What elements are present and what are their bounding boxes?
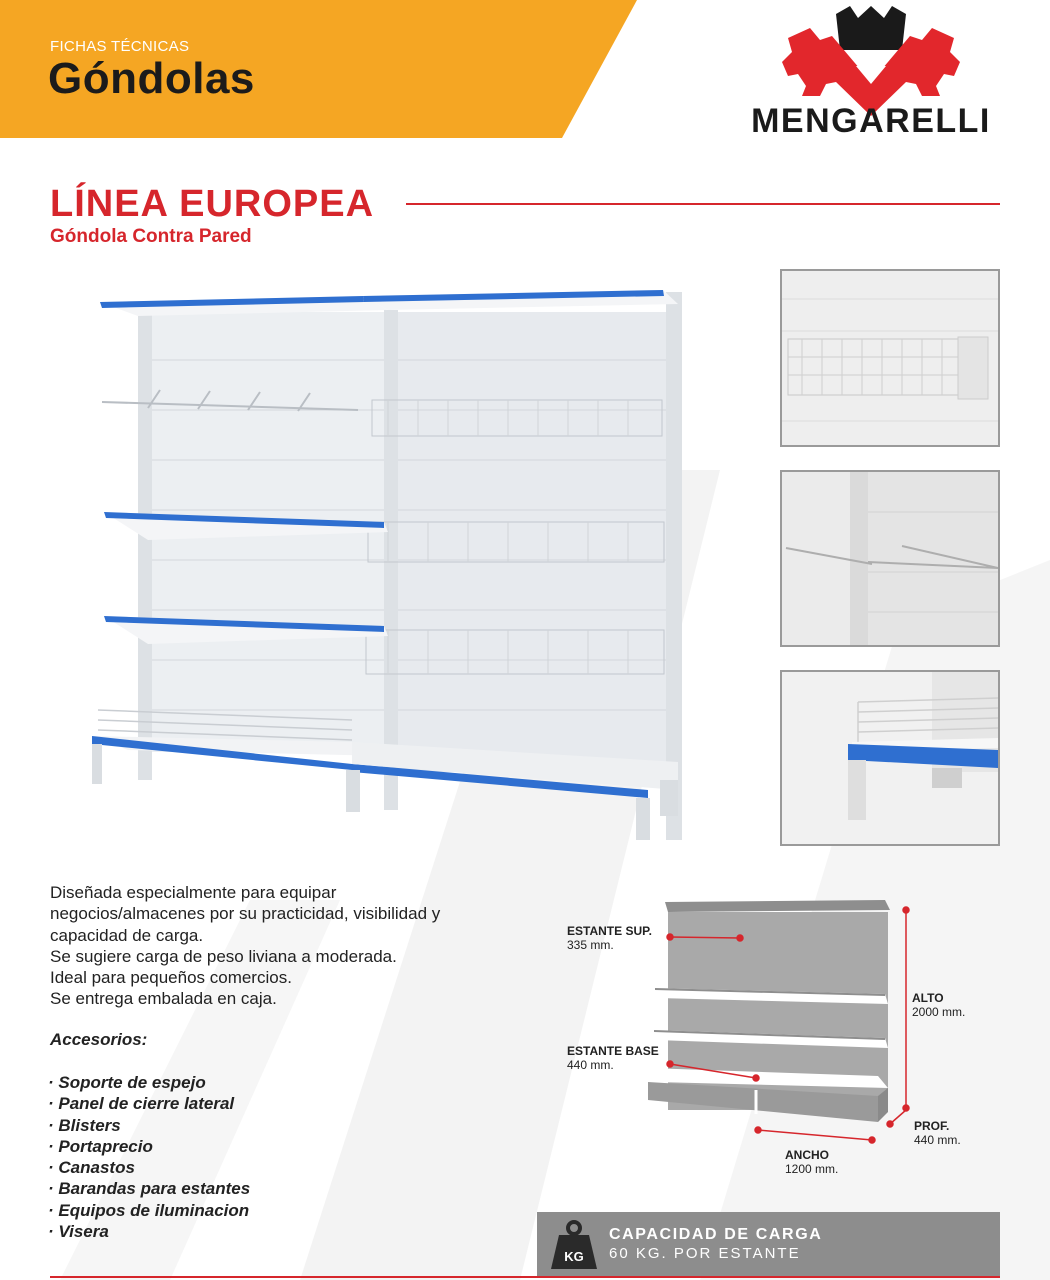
- wire-basket-detail-image: [782, 271, 998, 445]
- description-line: negocios/almacenes por su practicidad, visibilidad y: [50, 904, 441, 924]
- dim-width: [785, 1148, 838, 1176]
- bottom-divider: [50, 1276, 1000, 1278]
- capacity-title: CAPACIDAD DE CARGA: [609, 1226, 823, 1243]
- description-line: Diseñada especialmente para equipar: [50, 883, 337, 902]
- dim-height: [912, 991, 965, 1019]
- blister-hooks-detail-image: [782, 472, 998, 645]
- accessory-item: · Soporte de espejo: [48, 1073, 206, 1092]
- accessory-item: · Panel de cierre lateral: [48, 1094, 235, 1114]
- dim-depth-label: PROF.: [914, 1119, 950, 1133]
- dim-depth: [914, 1119, 961, 1147]
- accessory-item: · Canastos: [48, 1158, 135, 1178]
- dim-width-label: ANCHO: [785, 1148, 829, 1162]
- capacity-banner: [537, 1212, 1000, 1276]
- dim-height-value: 2000 mm.: [912, 1005, 966, 1019]
- dim-base-shelf: [567, 1044, 659, 1072]
- accessory-item: · Barandas para estantes: [48, 1179, 251, 1199]
- accessory-item: · Equipos de iluminacion: [48, 1200, 250, 1220]
- header-subtitle: FICHAS TÉCNICAS: [50, 38, 190, 55]
- capacity-value: 60 KG. POR ESTANTE: [609, 1245, 801, 1262]
- dim-depth-value: 440 mm.: [914, 1133, 961, 1147]
- header-title: Góndolas: [48, 54, 255, 103]
- dim-top-shelf: [567, 924, 652, 952]
- description-line: Se sugiere carga de peso liviana a moderada.: [50, 946, 397, 966]
- base-shelf-railing-detail-image: [782, 672, 998, 844]
- kg-weight-icon: [549, 1219, 599, 1271]
- product-type-subtitle: Góndola Contra Pared: [50, 226, 252, 247]
- accessory-item: · Blisters: [48, 1115, 121, 1135]
- accessories-list: [48, 1072, 250, 1242]
- dim-width-value: 1200 mm.: [785, 1162, 839, 1176]
- product-line-title: LÍNEA EUROPEA: [50, 183, 375, 225]
- dim-base-shelf-value: 440 mm.: [567, 1058, 614, 1072]
- description-line: Ideal para pequeños comercios.: [50, 968, 292, 988]
- dim-height-label: ALTO: [912, 991, 944, 1005]
- description-line: capacidad de carga.: [50, 925, 204, 945]
- thumbnail-base-railing: [780, 670, 1000, 846]
- thumbnail-blister-hooks: [780, 470, 1000, 647]
- accessories-title: Accesorios:: [50, 1030, 148, 1049]
- title-divider: [406, 203, 1000, 205]
- dim-top-shelf-label: ESTANTE SUP.: [567, 924, 652, 938]
- accessory-item: · Portaprecio: [48, 1136, 153, 1156]
- dim-base-shelf-label: ESTANTE BASE: [567, 1044, 659, 1058]
- gondola-main-photo: [88, 270, 708, 850]
- kg-icon-text: KG: [564, 1249, 584, 1264]
- brand-name: MENGARELLI: [751, 102, 991, 140]
- description-line: Se entrega embalada en caja.: [50, 989, 277, 1009]
- product-description: [50, 882, 550, 1010]
- thumbnail-wire-basket: [780, 269, 1000, 447]
- dim-top-shelf-value: 335 mm.: [567, 938, 614, 952]
- accessory-item: · Visera: [48, 1222, 109, 1242]
